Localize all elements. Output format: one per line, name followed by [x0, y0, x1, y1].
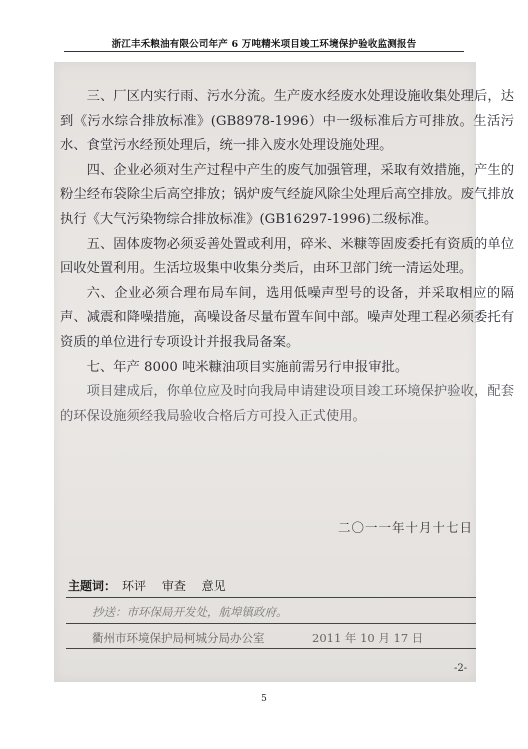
paragraph-rice-bran-oil: 七、年产 8000 吨米糠油项目实施前需另行申报审批。: [86, 359, 409, 375]
page-number: 5: [261, 694, 267, 704]
topic-label: 主题词：: [68, 579, 117, 593]
topic-words: [68, 577, 226, 594]
paragraph-acceptance: 项目建成后，你单位应及时向我局申请建设项目竣工环境保护验收，配套的环保设施须经我局验收合格后方可投入正式使用。: [60, 384, 514, 424]
paragraph-exhaust-gas: 四、企业必须对生产过程中产生的废气加强管理，采取有效措施，产生的粉尘经布袋除尘后高空排放；锅炉废气经旋风除尘处理后高空排放。废气排放执行《大气污染物综合排放标准》(GB16297-1996)二级标准。: [60, 162, 514, 227]
cc-line: 抄送：市环保局开发处，航埠镇政府。: [92, 605, 288, 619]
sheet-number: -2-: [454, 663, 468, 674]
topic-value: 环评 审查 意见: [122, 579, 226, 593]
letter-body: [60, 85, 514, 429]
topic-divider: [66, 597, 476, 598]
issuing-office: 衢州市环境保护局柯城分局办公室: [92, 631, 265, 645]
header-divider: [64, 51, 464, 52]
paragraph-wastewater: 三、厂区内实行雨、污水分流。生产废水经废水处理设施收集处理后，达到《污水综合排放标准》(GB8978-1996）中一级标准后方可排放。生活污水、食堂污水经预处理后，统一排入废水处理设施处理。: [60, 89, 514, 154]
paragraph-noise: 六、企业必须合理布局车间，选用低噪声型号的设备，并采取相应的隔声、减震和降噪措施，高噪设备尽量布置车间中部。噪声处理工程必须委托有资质的单位进行专项设计并报我局备案。: [60, 285, 514, 350]
cc-divider: [66, 623, 476, 624]
report-header: 浙江丰禾粮油有限公司年产 6 万吨精米项目竣工环境保护验收监测报告: [111, 39, 417, 50]
issue-date: 2011 年 10 月 17 日: [312, 631, 424, 645]
letter-date: 二〇一一年十月十七日: [338, 520, 474, 535]
office-divider: [66, 648, 476, 649]
paragraph-solid-waste: 五、固体废物必须妥善处置或利用，碎米、米糠等固废委托有资质的单位回收处置利用。生活垃圾集中收集分类后，由环卫部门统一清运处理。: [60, 236, 514, 277]
